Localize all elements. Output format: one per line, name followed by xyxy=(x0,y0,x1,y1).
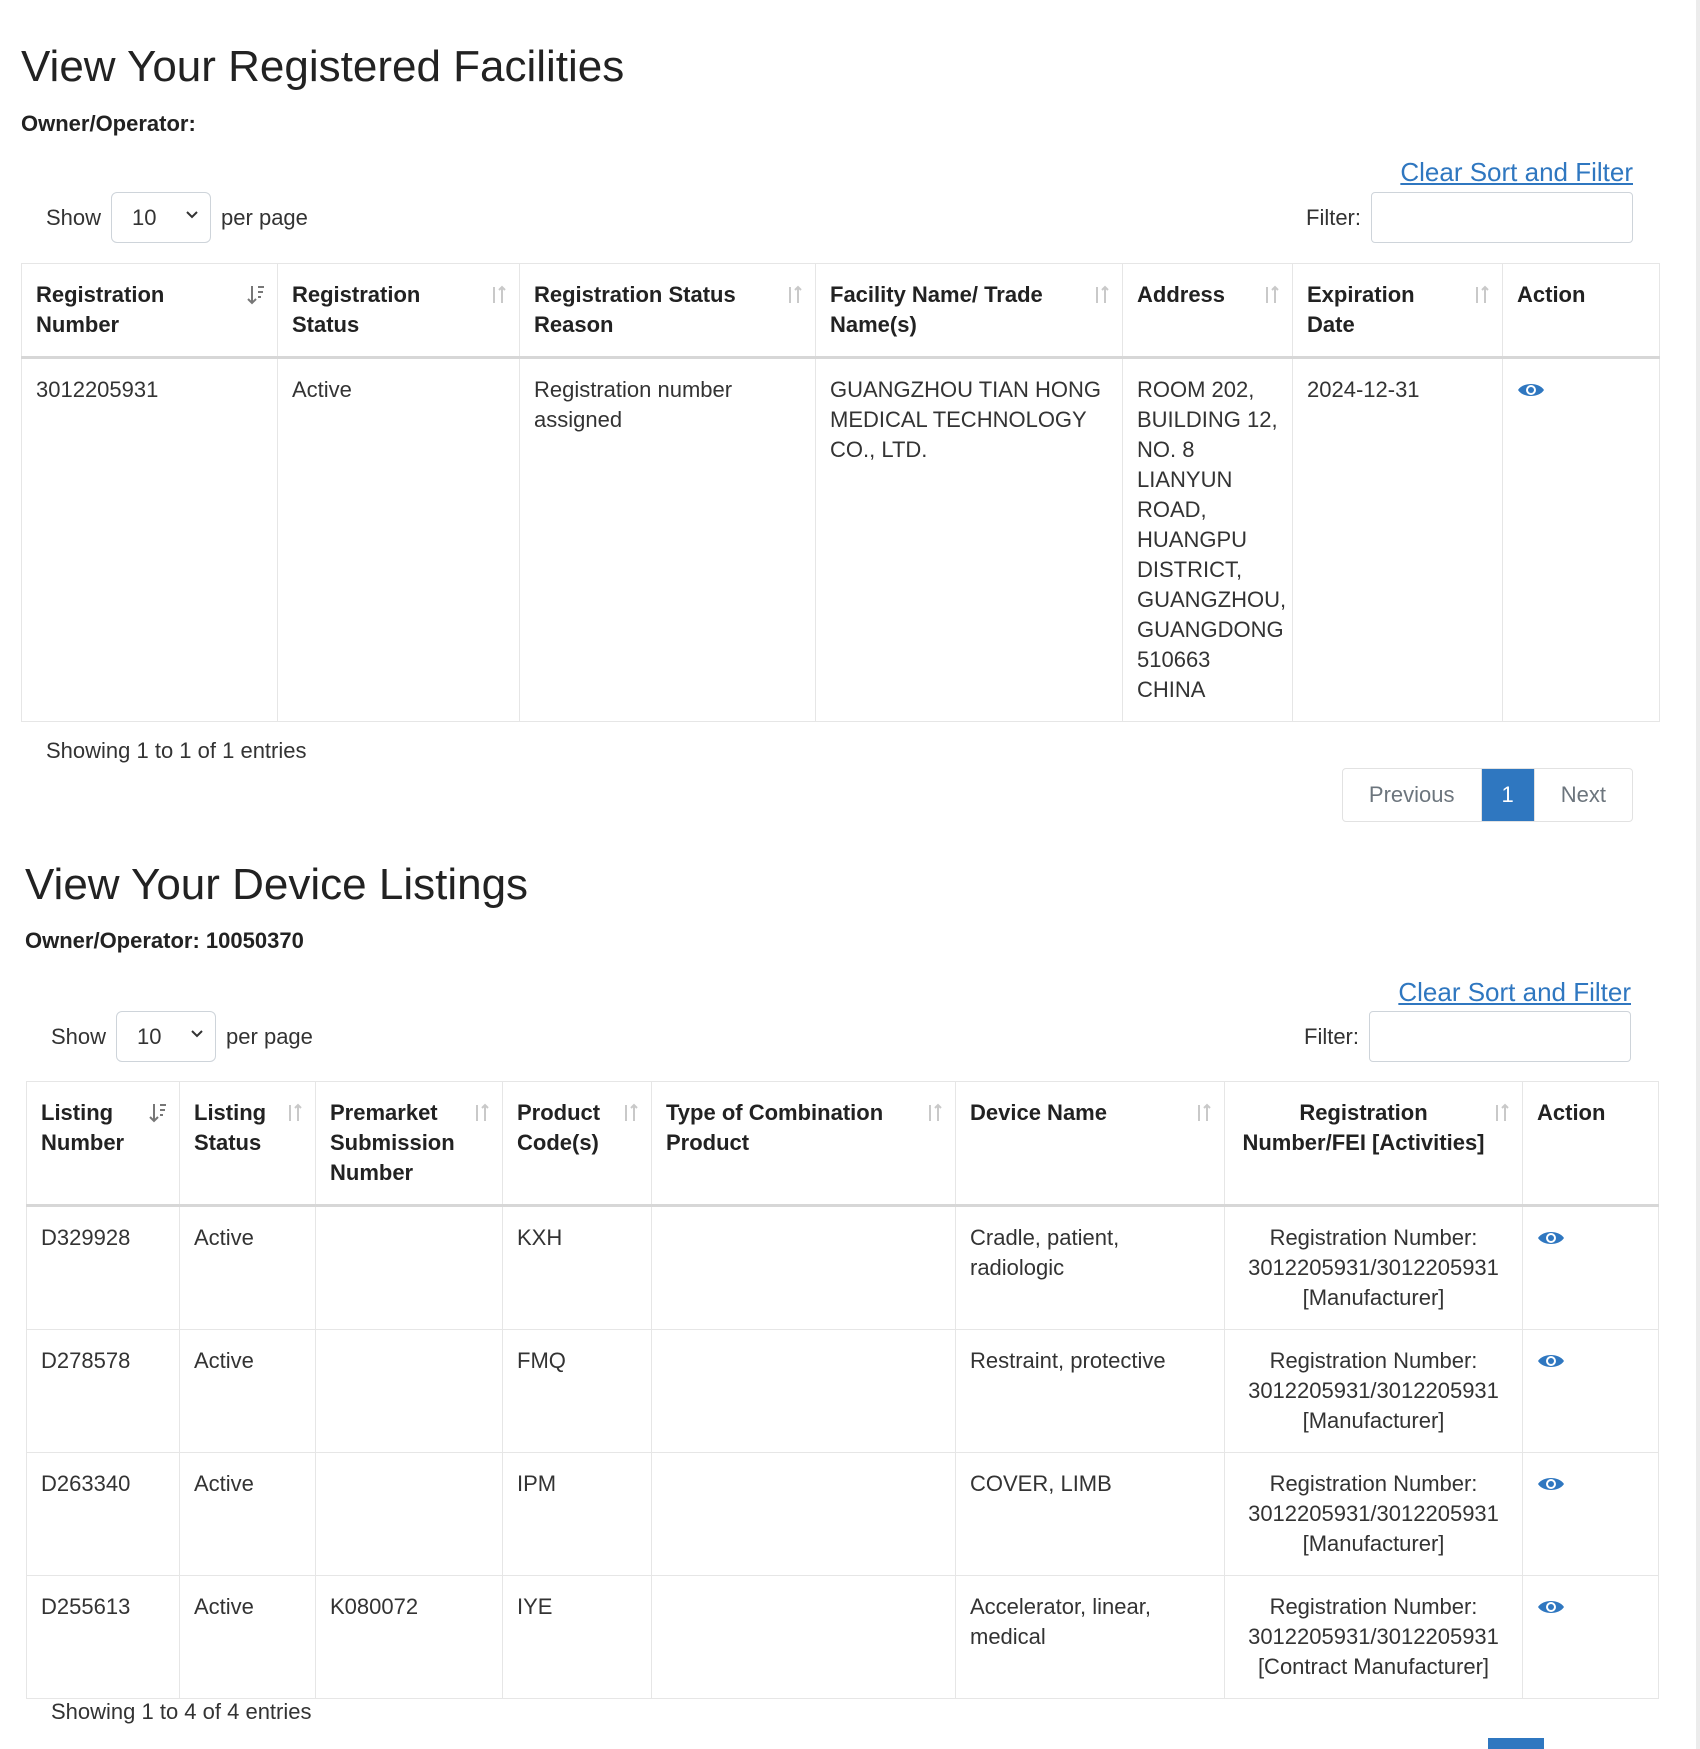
cell-address: ROOM 202, BUILDING 12, NO. 8 LIANYUN ROAD, HUANGPU DISTRICT, GUANGZHOU, GUANGDONG 510663 CHINA xyxy=(1123,358,1293,722)
sort-desc-icon xyxy=(149,1102,167,1124)
cell-product-code: IPM xyxy=(503,1453,652,1576)
sort-icon xyxy=(472,1102,490,1124)
sort-icon xyxy=(1262,284,1280,306)
listings-owner-operator: Owner/Operator: 10050370 xyxy=(25,928,304,953)
cell-registration-fei xyxy=(1225,1206,1523,1330)
facilities-entries-info: Showing 1 to 1 of 1 entries xyxy=(46,738,307,763)
col-registration-status[interactable]: Registration Status xyxy=(278,264,520,358)
filter-label: Filter: xyxy=(1306,204,1361,230)
cell-listing-number: D329928 xyxy=(27,1206,180,1330)
col-listing-number[interactable]: Listing Number xyxy=(27,1082,180,1206)
registration-numbers: 3012205931/3012205931 xyxy=(1248,1255,1499,1280)
cell-listing-status: Active xyxy=(180,1330,316,1453)
eye-icon[interactable] xyxy=(1537,1597,1565,1617)
cell-facility-name: GUANGZHOU TIAN HONG MEDICAL TECHNOLOGY CO., LTD. xyxy=(816,358,1123,722)
registration-label: Registration Number: xyxy=(1269,1594,1478,1619)
col-expiration-date[interactable]: Expiration Date xyxy=(1293,264,1503,358)
facilities-owner-operator: Owner/Operator: xyxy=(21,111,196,136)
page-edge xyxy=(1696,0,1700,1749)
registration-label: Registration Number: xyxy=(1269,1471,1478,1496)
table-row xyxy=(27,1330,1659,1453)
pagination-page-1[interactable]: 1 xyxy=(1481,769,1534,821)
cell-premarket-number: K080072 xyxy=(316,1576,503,1699)
listings-page-size-control xyxy=(51,1011,313,1062)
cell-premarket-number xyxy=(316,1330,503,1453)
listings-filter-control xyxy=(1304,1011,1631,1062)
registration-activity: [Contract Manufacturer] xyxy=(1257,1654,1490,1679)
cell-status-reason: Registration number assigned xyxy=(520,358,816,722)
table-row xyxy=(27,1206,1659,1330)
cell-listing-number: D278578 xyxy=(27,1330,180,1453)
col-status-reason[interactable]: Registration Status Reason xyxy=(520,264,816,358)
registration-numbers: 3012205931/3012205931 xyxy=(1248,1501,1499,1526)
listings-clear-sort-filter-link[interactable]: Clear Sort and Filter xyxy=(1398,977,1631,1007)
facilities-filter-control xyxy=(1306,192,1633,243)
cell-action xyxy=(1523,1206,1659,1330)
cell-registration-fei xyxy=(1225,1576,1523,1699)
registration-activity: [Manufacturer] xyxy=(1302,1531,1445,1556)
listings-entries-info: Showing 1 to 4 of 4 entries xyxy=(51,1699,312,1724)
table-row xyxy=(22,358,1660,722)
registration-numbers: 3012205931/3012205931 xyxy=(1248,1378,1499,1403)
cell-product-code: IYE xyxy=(503,1576,652,1699)
sort-icon xyxy=(489,284,507,306)
cell-registration-fei xyxy=(1225,1330,1523,1453)
cell-registration-fei xyxy=(1225,1453,1523,1576)
cell-combination-type xyxy=(652,1453,956,1576)
sort-icon xyxy=(621,1102,639,1124)
cell-device-name: COVER, LIMB xyxy=(956,1453,1225,1576)
per-page-label: per page xyxy=(221,204,308,230)
cell-listing-status: Active xyxy=(180,1576,316,1699)
chevron-down-icon xyxy=(189,1025,205,1041)
listings-page-size-select[interactable] xyxy=(116,1011,216,1062)
cell-combination-type xyxy=(652,1330,956,1453)
cell-combination-type xyxy=(652,1576,956,1699)
cell-expiration-date: 2024-12-31 xyxy=(1293,358,1503,722)
eye-icon[interactable] xyxy=(1537,1474,1565,1494)
cell-registration-number: 3012205931 xyxy=(22,358,278,722)
listings-table xyxy=(26,1081,1659,1699)
col-registration-number[interactable]: Registration Number xyxy=(22,264,278,358)
eye-icon[interactable] xyxy=(1537,1228,1565,1248)
listings-title: View Your Device Listings xyxy=(25,860,529,909)
cell-action xyxy=(1503,358,1660,722)
sort-desc-icon xyxy=(247,284,265,306)
facilities-filter-input[interactable] xyxy=(1371,192,1633,243)
cell-premarket-number xyxy=(316,1453,503,1576)
cell-combination-type xyxy=(652,1206,956,1330)
cell-listing-status: Active xyxy=(180,1206,316,1330)
cell-device-name: Accelerator, linear, medical xyxy=(956,1576,1225,1699)
cell-registration-status: Active xyxy=(278,358,520,722)
pagination-next[interactable]: Next xyxy=(1534,769,1632,821)
facilities-table xyxy=(21,263,1660,722)
cell-action xyxy=(1523,1453,1659,1576)
sort-icon xyxy=(925,1102,943,1124)
table-header-row xyxy=(27,1082,1659,1206)
table-row xyxy=(27,1576,1659,1699)
cell-action xyxy=(1523,1330,1659,1453)
listings-pagination-active-page[interactable] xyxy=(1488,1738,1544,1749)
cell-product-code: FMQ xyxy=(503,1330,652,1453)
cell-premarket-number xyxy=(316,1206,503,1330)
page-size-value: 10 xyxy=(137,1023,162,1049)
listings-filter-input[interactable] xyxy=(1369,1011,1631,1062)
show-label: Show xyxy=(51,1023,107,1049)
table-row xyxy=(27,1453,1659,1576)
per-page-label: per page xyxy=(226,1023,313,1049)
cell-listing-number: D255613 xyxy=(27,1576,180,1699)
sort-icon xyxy=(285,1102,303,1124)
facilities-clear-sort-filter-link[interactable]: Clear Sort and Filter xyxy=(1400,157,1633,187)
cell-listing-status: Active xyxy=(180,1453,316,1576)
facilities-pagination xyxy=(1342,768,1633,822)
filter-label: Filter: xyxy=(1304,1023,1359,1049)
facilities-page-size-select[interactable] xyxy=(111,192,211,243)
col-facility-name[interactable]: Facility Name/ Trade Name(s) xyxy=(816,264,1123,358)
col-combination-type[interactable]: Type of Combination Product xyxy=(652,1082,956,1206)
sort-icon xyxy=(1492,1102,1510,1124)
cell-device-name: Cradle, patient, radiologic xyxy=(956,1206,1225,1330)
registration-numbers: 3012205931/3012205931 xyxy=(1248,1624,1499,1649)
sort-icon xyxy=(1092,284,1110,306)
cell-listing-number: D263340 xyxy=(27,1453,180,1576)
registration-label: Registration Number: xyxy=(1269,1225,1478,1250)
col-device-name[interactable]: Device Name xyxy=(956,1082,1225,1206)
page-size-value: 10 xyxy=(132,204,157,230)
col-address[interactable]: Address xyxy=(1123,264,1293,358)
cell-product-code: KXH xyxy=(503,1206,652,1330)
cell-action xyxy=(1523,1576,1659,1699)
col-action: Action xyxy=(1523,1082,1659,1206)
chevron-down-icon xyxy=(184,206,200,222)
sort-icon xyxy=(1194,1102,1212,1124)
registration-label: Registration Number: xyxy=(1269,1348,1478,1373)
show-label: Show xyxy=(46,204,102,230)
col-premarket-number[interactable]: Premarket Submission Number xyxy=(316,1082,503,1206)
col-listing-status[interactable]: Listing Status xyxy=(180,1082,316,1206)
col-registration-fei[interactable]: Registration Number/FEI [Activities] xyxy=(1225,1082,1523,1206)
sort-icon xyxy=(1472,284,1490,306)
registration-activity: [Manufacturer] xyxy=(1302,1408,1445,1433)
sort-icon xyxy=(785,284,803,306)
col-action: Action xyxy=(1503,264,1660,358)
eye-icon[interactable] xyxy=(1517,380,1545,400)
facilities-page-size-control xyxy=(46,192,308,243)
pagination-previous[interactable]: Previous xyxy=(1368,782,1455,807)
col-product-codes[interactable]: Product Code(s) xyxy=(503,1082,652,1206)
facilities-title: View Your Registered Facilities xyxy=(21,42,625,91)
eye-icon[interactable] xyxy=(1537,1351,1565,1371)
registration-activity: [Manufacturer] xyxy=(1302,1285,1445,1310)
table-header-row xyxy=(22,264,1660,358)
cell-device-name: Restraint, protective xyxy=(956,1330,1225,1453)
